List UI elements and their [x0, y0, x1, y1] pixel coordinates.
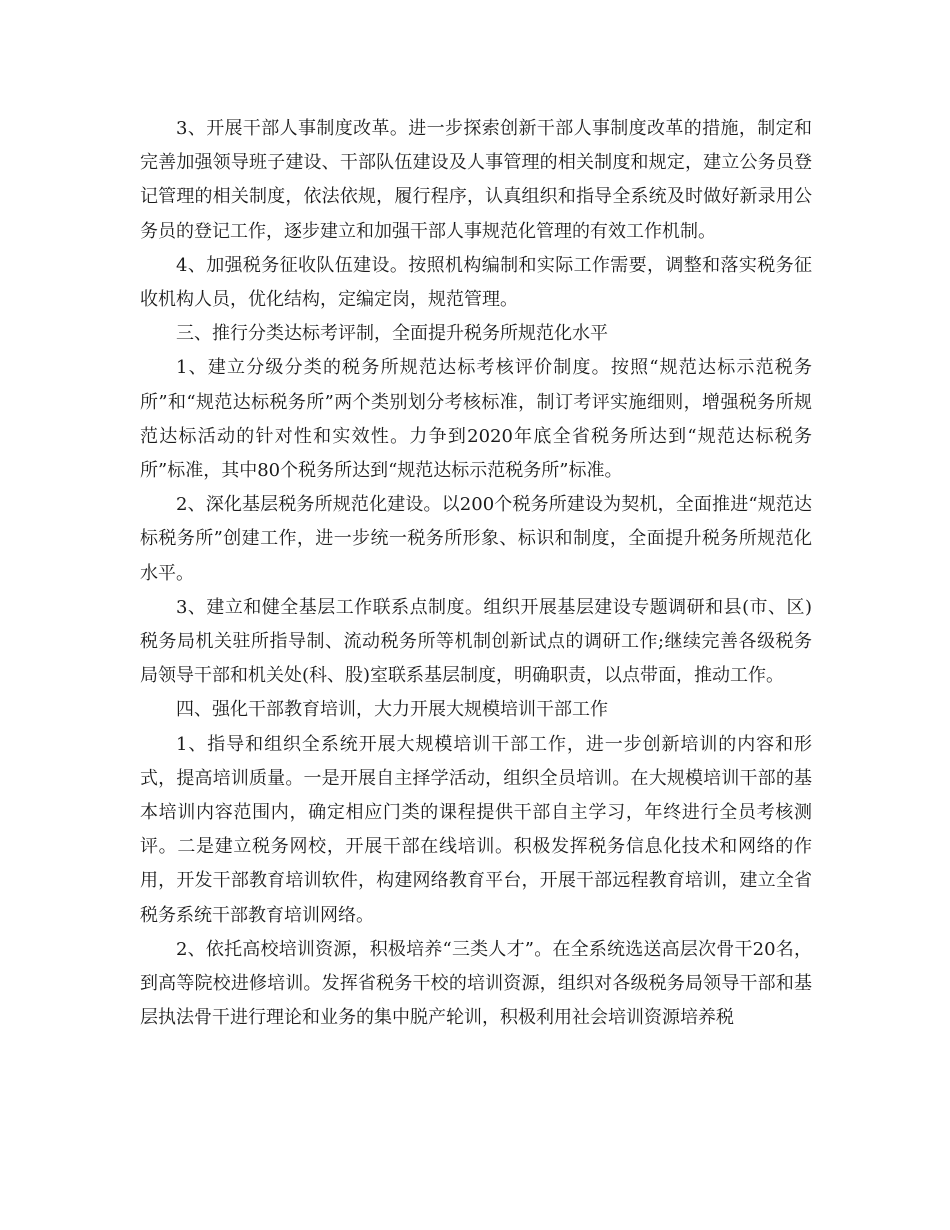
- section-heading-4: 四、强化干部教育培训，大力开展大规模培训干部工作: [176, 699, 608, 721]
- paragraph-5: 2、深化基层税务所规范化建设。以200个税务所建设为契机，全面推进“规范达标税务所”创建工作，进一步统一税务所形象、标识和制度，全面提升税务所规范化水平。: [140, 494, 812, 584]
- paragraph-8: 1、指导和组织全系统开展大规模培训干部工作，进一步创新培训的内容和形式，提高培训质量。一是开展自主择学活动，组织全员培训。在大规模培训干部的基本培训内容范围内，确定相应门类的课程提供干部自主学习，年终进行全员考核测评。二是建立税务网校，开展干部在线培训。积极发挥税务信息化技术和网络的作用，开发干部教育培训软件，构建网络教育平台，开展干部远程教育培训，建立全省税务系统干部教育培训网络。: [140, 733, 812, 926]
- section-heading-3: 三、推行分类达标考评制，全面提升税务所规范化水平: [176, 323, 608, 345]
- paragraph-2: 4、加强税务征收队伍建设。按照机构编制和实际工作需要，调整和落实税务征收机构人员，优化结构，定编定岗，规范管理。: [140, 254, 812, 311]
- paragraph-1: 3、开展干部人事制度改革。进一步探索创新干部人事制度改革的措施，制定和完善加强领导班子建设、干部队伍建设及人事管理的相关制度和规定，建立公务员登记管理的相关制度，依法依规，履行程序，认真组织和指导全系统及时做好新录用公务员的登记工作，逐步建立和加强干部人事规范化管理的有效工作机制。: [140, 118, 812, 242]
- document-body: [140, 112, 812, 1035]
- paragraph-9: 2、依托高校培训资源，积极培养“三类人才”。在全系统选送高层次骨干20名，到高等院校进修培训。发挥省税务干校的培训资源，组织对各级税务局领导干部和基层执法骨干进行理论和业务的集中脱产轮训，积极利用社会培训资源培养税: [140, 938, 812, 1029]
- paragraph-6: 3、建立和健全基层工作联系点制度。组织开展基层建设专题调研和县(市、区)税务局机关驻所指导制、流动税务所等机制创新试点的调研工作;继续完善各级税务局领导干部和机关处(科、股)室联系基层制度，明确职责，以点带面，推动工作。: [140, 596, 812, 687]
- paragraph-4: 1、建立分级分类的税务所规范达标考核评价制度。按照“规范达标示范税务所”和“规范达标税务所”两个类别划分考核标准，制订考评实施细则，增强税务所规范达标活动的针对性和实效性。力争到2020年底全省税务所达到“规范达标税务所”标准，其中80个税务所达到“规范达标示范税务所”标准。: [140, 357, 812, 482]
